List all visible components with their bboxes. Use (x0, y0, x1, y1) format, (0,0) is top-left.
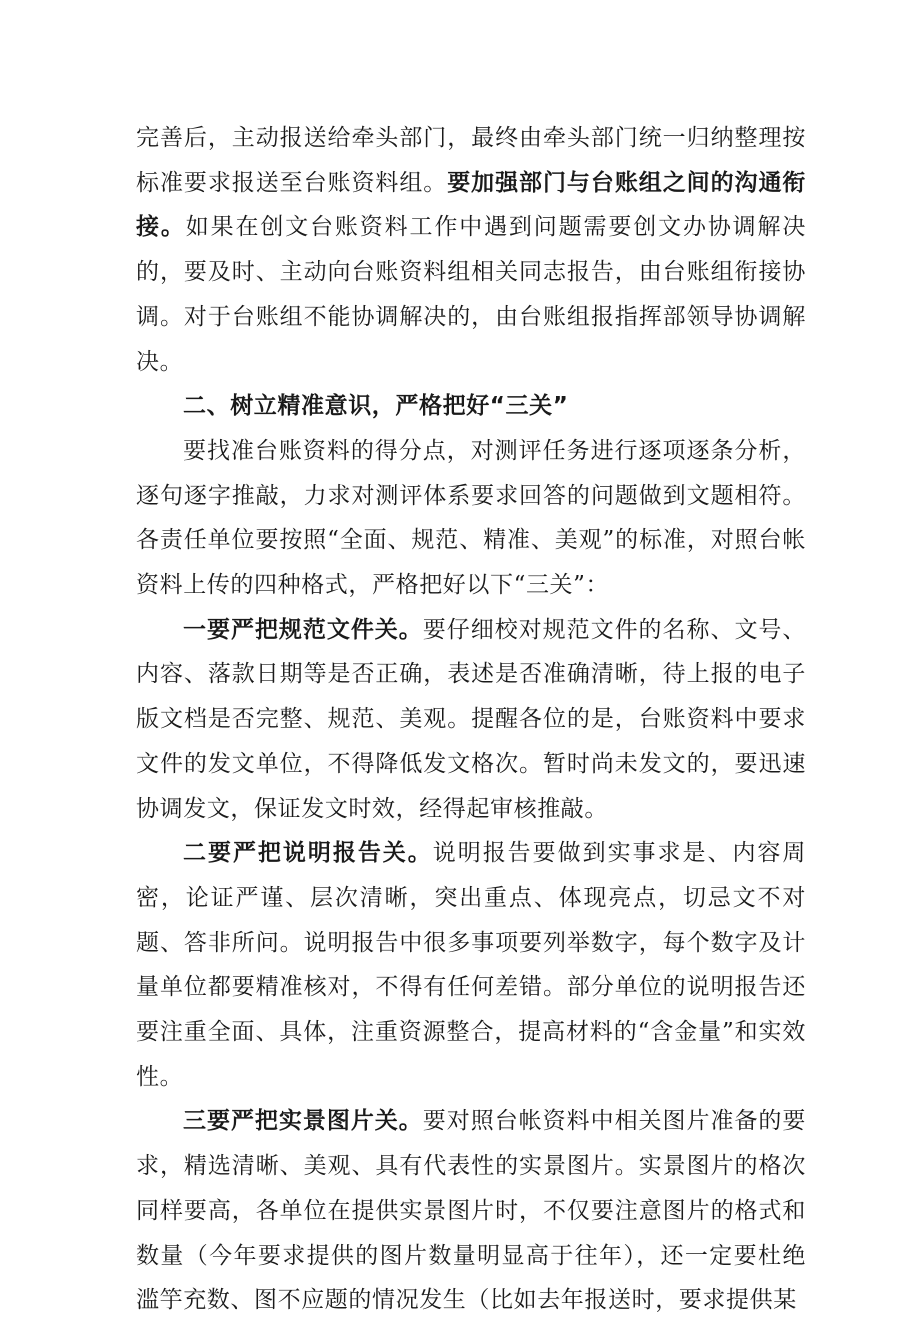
paragraph-item-3 (136, 1099, 806, 1323)
item-text: 要仔细校对规范文件的名称、文号、内容、落款日期等是否正确，表述是否准确清晰，待上报的电子版文档是否完整、规范、美观。提醒各位的是，台账资料中要求文件的发文单位，不得降低发文格次。暂时尚未发文的，要迅速协调发文，保证发文时效，经得起审核推敲。 (136, 616, 806, 822)
paragraph-text: 如果在创文台账资料工作中遇到问题需要创文办协调解决的，要及时、主动向台账资料组相关同志报告，由台账组衔接协调。对于台账组不能协调解决的，由台账组报指挥部领导协调解决。 (136, 214, 807, 375)
item-title: 一要严把规范文件关。 (183, 616, 423, 643)
item-text: 说明报告要做到实事求是、内容周密，论证严谨、层次清晰，突出重点、体现亮点，切忌文不对题、答非所问。说明报告中很多事项要列举数字，每个数字及计量单位都要精准核对，不得有任何差错。部分单位的说明报告还要注重全面、具体，注重资源整合，提高材料的“含金量”和实效性。 (136, 840, 806, 1090)
paragraph-continuation (136, 116, 806, 384)
paragraph-item-2 (136, 831, 806, 1099)
item-title: 三要严把实景图片关。 (183, 1108, 423, 1135)
document-body (136, 116, 806, 1323)
section-heading: 二、树立精准意识，严格把好“三关” (183, 393, 569, 420)
paragraph-intro: 要找准台账资料的得分点，对测评任务进行逐项逐条分析，逐句逐字推敲，力求对测评体系要求回答的问题做到文题相符。各责任单位要按照“全面、规范、精准、美观”的标准，对照台帐资料上传的四种格式，严格把好以下“三关”： (136, 437, 806, 599)
paragraph-item-1 (136, 608, 806, 832)
paragraph-text: 完善后，主动报送给牵头部门，最终由牵头部门统一归纳整理按标准要求报送至台账资料组。 (136, 125, 806, 196)
item-text: 要对照台帐资料中相关图片准备的要求，精选清晰、美观、具有代表性的实景图片。实景图片的格次同样要高，各单位在提供实景图片时，不仅要注意图片的格式和数量（今年要求提供的图片数量明显高于往年），还一定要杜绝滥竽充数、图不应题的情况发生（比如去年报送时，要求提供某 (136, 1108, 806, 1314)
emphasis-text: 要加强部门与台账组之间的沟通衔接。 (136, 169, 806, 241)
item-title: 二要严把说明报告关。 (183, 840, 433, 867)
